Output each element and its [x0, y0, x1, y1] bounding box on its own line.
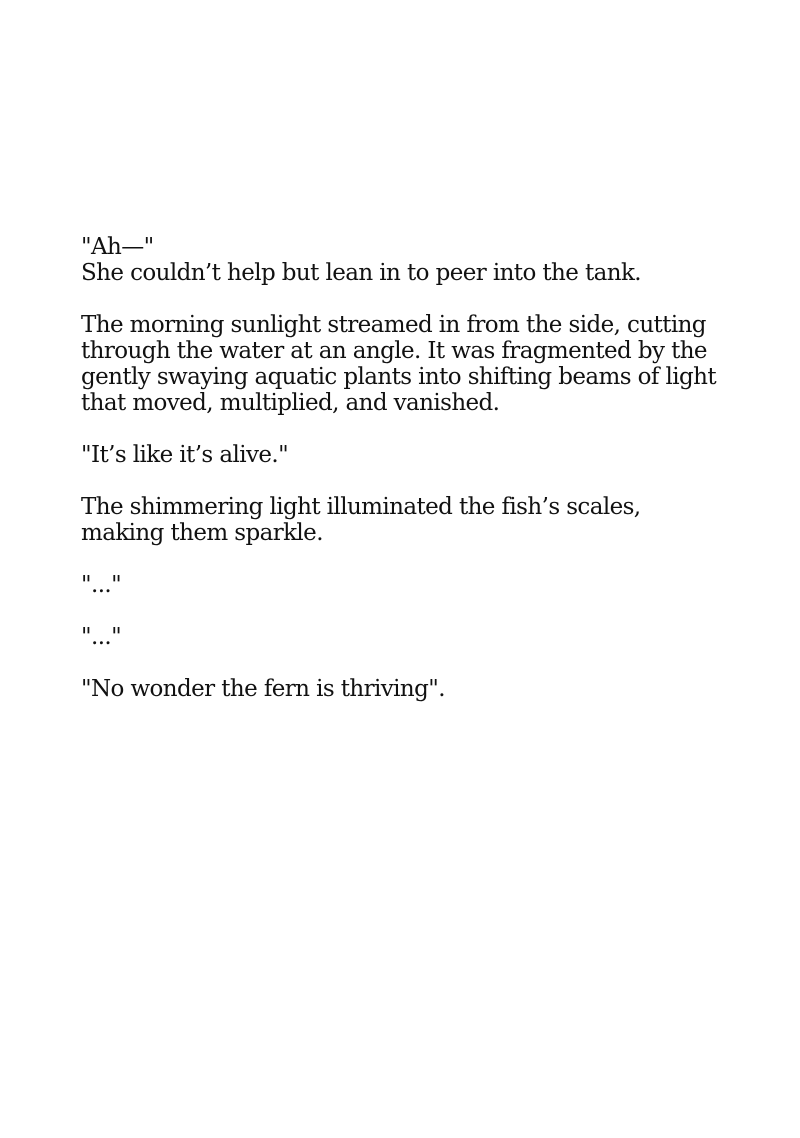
narration-line: through the water at an angle. It was fragmented by the [81, 338, 707, 364]
dialogue-line: "Ah—" [81, 234, 154, 260]
narration-line: that moved, multiplied, and vanished. [81, 390, 500, 416]
narration-line: The shimmering light illuminated the fish’s scales, [81, 494, 641, 520]
paragraph-gap [81, 468, 741, 494]
paragraph-gap [81, 546, 741, 572]
story-text [81, 234, 741, 702]
narration-line: making them sparkle. [81, 520, 323, 546]
narration-line: She couldn’t help but lean in to peer into the tank. [81, 260, 641, 286]
dialogue-line: "It’s like it’s alive." [81, 442, 289, 468]
paragraph-gap [81, 416, 741, 442]
narration-line: The morning sunlight streamed in from the side, cutting [81, 312, 706, 338]
narration-line: gently swaying aquatic plants into shifting beams of light [81, 364, 716, 390]
paragraph-gap [81, 286, 741, 312]
dialogue-line: "No wonder the fern is thriving". [81, 676, 445, 702]
paragraph-gap [81, 598, 741, 624]
dialogue-line: "..." [81, 572, 122, 598]
dialogue-line: "..." [81, 624, 122, 650]
paragraph-gap [81, 650, 741, 676]
